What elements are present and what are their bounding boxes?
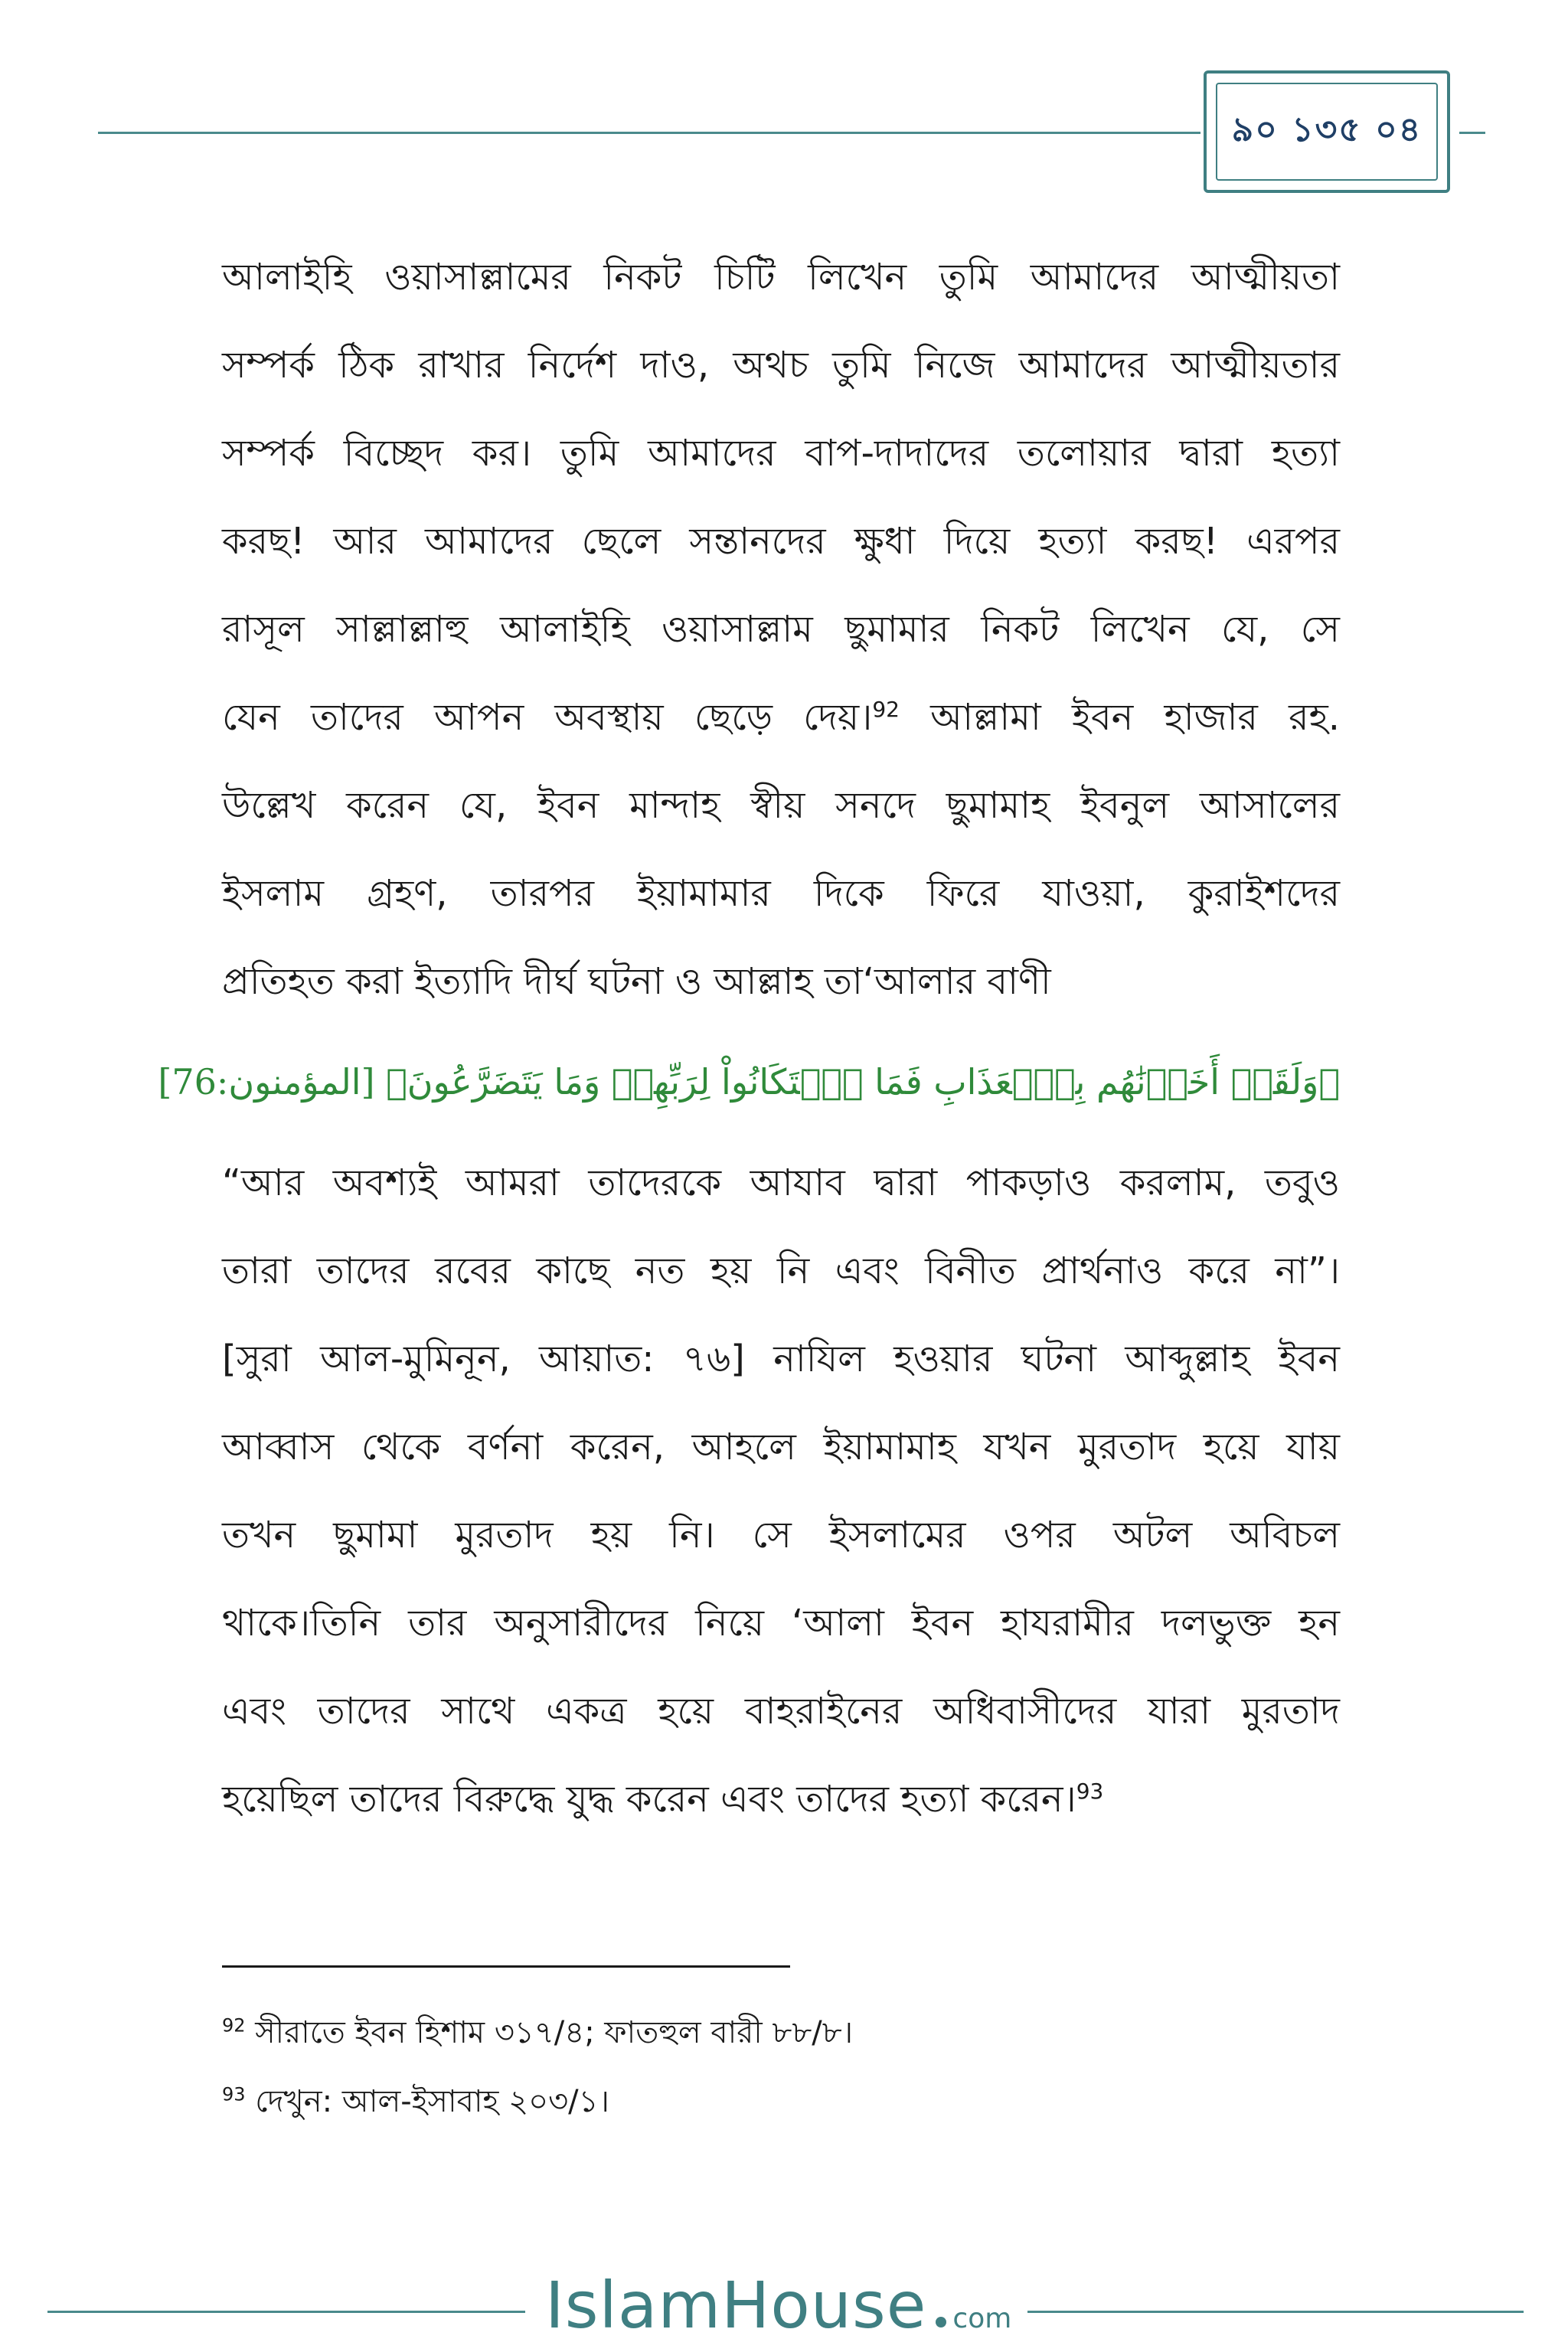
paragraph-line: সম্পর্ক বিচ্ছেদ কর। তুমি আমাদের বাপ-দাদাদের তলোয়ার দ্বারা হত্যা [222,432,1340,475]
brand-name: IslamHouse [545,2268,927,2343]
paragraph-line-with-footnote [222,674,1340,762]
footer-brand-logo [545,2268,1012,2344]
paragraph-line: আব্বাস থেকে বর্ণনা করেন, আহলে ইয়ামামাহ যখন মুরতাদ হয়ে যায় [222,1426,1340,1468]
paragraph-line-with-footnote [222,1756,1340,1844]
line-text-after-ref: আল্লামা ইবন হাজার রহ. [899,696,1340,739]
quran-verse: ﴿وَلَقَدۡ أَخَذۡنَٰهُم بِٱلۡعَذَابِ فَمَا ٱسۡتَكَانُواْ لِرَبِّهِمۡ وَمَا يَتَضَرَّعُونَ﴾ [المؤمنون:76] [158,1061,1340,1102]
paragraph-line: থাকে।তিনি তার অনুসারীদের নিয়ে ‘আলা ইবন হাযরামীর দলভুক্ত হন [222,1602,1340,1645]
paragraph-line: সম্পর্ক ঠিক রাখার নির্দেশ দাও, অথচ তুমি নিজে আমাদের আত্মীয়তার [222,344,1340,387]
page-number: ৯০ ১৩৫ ০৪ [1231,109,1423,149]
header-rule-left [98,132,1200,134]
paragraph-line: রাসূল সাল্লাল্লাহু আলাইহি ওয়াসাল্লাম ছুমামার নিকট লিখেন যে, সে [222,608,1340,651]
line-text: হয়েছিল তাদের বিরুদ্ধে যুদ্ধ করেন এবং তাদের হত্যা করেন। [222,1778,1076,1821]
footnotes [222,1998,1340,2136]
paragraph-line: আলাইহি ওয়াসাল্লামের নিকট চিটি লিখেন তুমি আমাদের আত্মীয়তা [222,256,1340,299]
brand-tld: com [952,2303,1012,2334]
page-number-frame [1204,70,1450,193]
paragraph-line: এবং তাদের সাথে একত্র হয়ে বাহরাইনের অধিবাসীদের যারা মুরতাদ [222,1690,1340,1733]
page-body [158,234,1340,1844]
paragraph-line: উল্লেখ করেন যে, ইবন মান্দাহ স্বীয় সনদে ছুমামাহ ইবনুল আসালের [222,784,1340,827]
line-text: যেন তাদের আপন অবস্থায় ছেড়ে দেয়। [222,696,873,739]
footnote-ref-93[interactable]: 93 [1076,1779,1104,1804]
paragraph-line: “আর অবশ্যই আমরা তাদেরকে আযাব দ্বারা পাকড়াও করলাম, তবুও [222,1161,1340,1204]
header-rule-right [1459,132,1485,134]
footnote-ref-92[interactable]: 92 [872,697,900,722]
paragraph-line: করছ! আর আমাদের ছেলে সন্তানদের ক্ষুধা দিয়ে হত্যা করছ! এরপর [222,520,1340,563]
footnote-separator [222,1965,790,1968]
footnote-text: সীরাতে ইবন হিশাম ৩১৭/৪; ফাতহুল বারী ৮৮/৮। [245,2015,854,2050]
page-number-inner-frame [1216,83,1438,181]
footer-rule-right [1027,2311,1524,2313]
brand-dot-icon [936,2317,946,2328]
footnote-number: 92 [222,2014,246,2037]
paragraph-line: ইসলাম গ্রহণ, তারপর ইয়ামামার দিকে ফিরে যাওয়া, কুরাইশদের [222,872,1340,915]
paragraph-line: তখন ছুমামা মুরতাদ হয় নি। সে ইসলামের ওপর অটল অবিচল [222,1514,1340,1557]
paragraph-line: প্রতিহত করা ইত্যাদি দীর্ঘ ঘটনা ও আল্লাহ তা‘আলার বাণী [222,960,1051,1003]
footnote-number: 93 [222,2083,246,2105]
paragraph-line: [সুরা আল-মুমিনূন, আয়াত: ৭৬] নাযিল হওয়ার ঘটনা আব্দুল্লাহ ইবন [222,1338,1340,1380]
footnote-93 [222,2067,1340,2136]
footnote-92 [222,1998,1340,2067]
footnote-text: দেখুন: আল-ইসাবাহ ২০৩/১। [245,2084,609,2119]
paragraph-line: তারা তাদের রবের কাছে নত হয় নি এবং বিনীত প্রার্থনাও করে না”। [222,1250,1340,1292]
footer-rule-left [47,2311,525,2313]
